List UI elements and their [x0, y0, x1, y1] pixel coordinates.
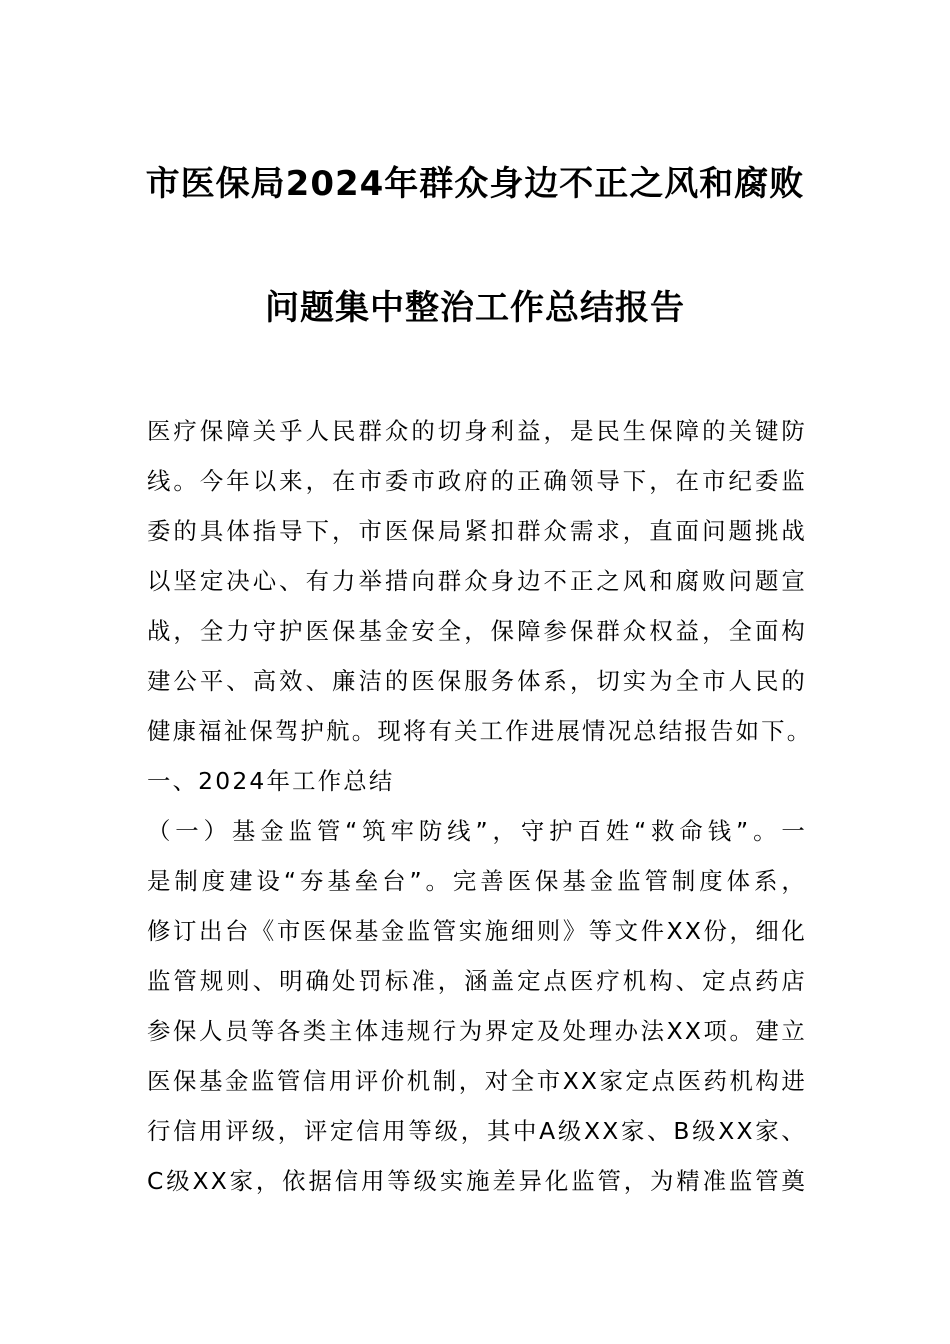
- document-title-line-2: 问题集中整治工作总结报告: [265, 288, 685, 328]
- document-title-line-1: 市医保局2024年群众身边不正之风和腐败: [145, 164, 805, 204]
- paragraph-line: 行信用评级，评定信用等级，其中A级XX家、B级XX家、: [147, 1117, 807, 1145]
- paragraph-line: C级XX家，依据信用等级实施差异化监管，为精准监管奠: [147, 1167, 807, 1195]
- paragraph-line: 以坚定决心、有力举措向群众身边不正之风和腐败问题宣: [147, 567, 807, 595]
- paragraph-line: 健康福祉保驾护航。现将有关工作进展情况总结报告如下。: [147, 717, 813, 745]
- paragraph-line: 委的具体指导下，市医保局紧扣群众需求，直面问题挑战: [147, 517, 807, 545]
- paragraph-line: （一）基金监管“筑牢防线”，守护百姓“救命钱”。一: [147, 817, 807, 845]
- paragraph-line: 监管规则、明确处罚标准，涵盖定点医疗机构、定点药店: [147, 967, 807, 995]
- paragraph-line: 医疗保障关乎人民群众的切身利益，是民生保障的关键防: [147, 417, 807, 445]
- paragraph-line: 战，全力守护医保基金安全，保障参保群众权益，全面构: [147, 617, 807, 645]
- paragraph-line: 是制度建设“夯基垒台”。完善医保基金监管制度体系，: [147, 867, 807, 895]
- section-1-paragraph: [147, 806, 807, 1206]
- section-heading: [147, 756, 807, 806]
- paragraph-line: 参保人员等各类主体违规行为界定及处理办法XX项。建立: [147, 1017, 807, 1045]
- section-heading-text: 一、2024年工作总结: [147, 767, 395, 795]
- paragraph-line: 医保基金监管信用评价机制，对全市XX家定点医药机构进: [147, 1067, 807, 1095]
- paragraph-line: 线。今年以来，在市委市政府的正确领导下，在市纪委监: [147, 467, 807, 495]
- intro-paragraph: [147, 406, 813, 756]
- paragraph-line: 建公平、高效、廉洁的医保服务体系，切实为全市人民的: [147, 667, 807, 695]
- paragraph-line: 修订出台《市医保基金监管实施细则》等文件XX份，细化: [147, 917, 807, 945]
